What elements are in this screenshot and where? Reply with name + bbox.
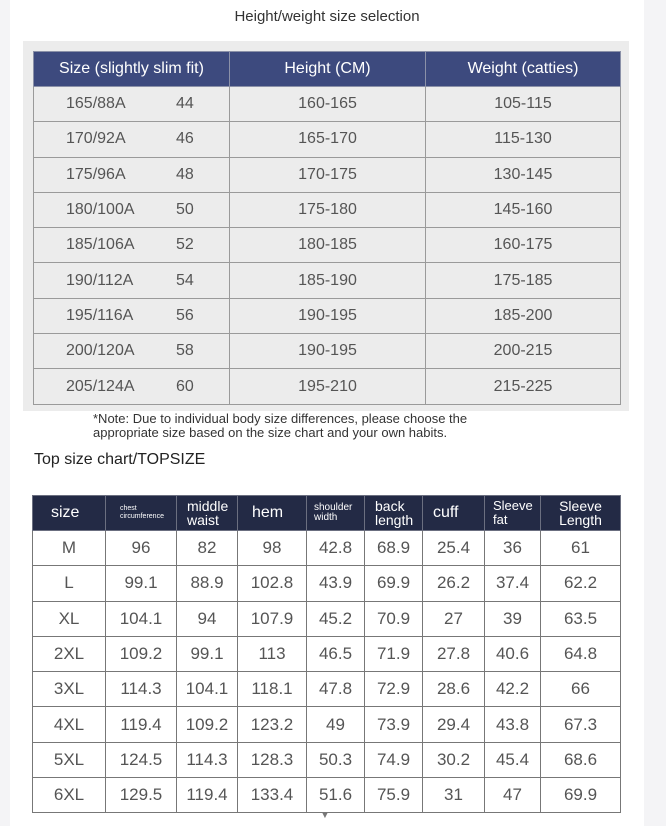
size-number: 48 bbox=[176, 165, 194, 183]
col-chest: chest circumference bbox=[106, 496, 177, 531]
header-height: Height (CM) bbox=[230, 52, 426, 87]
size-cell bbox=[34, 157, 230, 192]
size-number: 60 bbox=[176, 377, 194, 395]
measurement-cell: 82 bbox=[177, 531, 238, 566]
header-size: Size (slightly slim fit) bbox=[34, 52, 230, 87]
height-cell: 180-185 bbox=[230, 228, 426, 263]
measurement-cell: 63.5 bbox=[541, 601, 621, 636]
col-cuff: cuff bbox=[423, 496, 485, 531]
measurement-cell: 118.1 bbox=[238, 672, 307, 707]
header-weight: Weight (catties) bbox=[426, 52, 621, 87]
measurement-cell: 70.9 bbox=[365, 601, 423, 636]
col-size: size bbox=[33, 496, 106, 531]
measurement-cell: 31 bbox=[423, 778, 485, 813]
size-table-header-row bbox=[34, 52, 621, 87]
measurement-cell: 88.9 bbox=[177, 566, 238, 601]
size-cell bbox=[34, 228, 230, 263]
measurement-cell: 98 bbox=[238, 531, 307, 566]
size-table-row bbox=[34, 334, 621, 369]
size-table-row bbox=[34, 369, 621, 404]
height-cell: 195-210 bbox=[230, 369, 426, 404]
top-size-label: 6XL bbox=[33, 778, 106, 813]
size-code: 185/106A bbox=[66, 236, 135, 254]
measurement-cell: 42.8 bbox=[307, 531, 365, 566]
size-table-row bbox=[34, 263, 621, 298]
size-number: 56 bbox=[176, 306, 194, 324]
measurement-cell: 102.8 bbox=[238, 566, 307, 601]
measurement-cell: 27 bbox=[423, 601, 485, 636]
top-table-row bbox=[33, 707, 621, 742]
measurement-cell: 49 bbox=[307, 707, 365, 742]
measurement-cell: 114.3 bbox=[177, 742, 238, 777]
size-number: 50 bbox=[176, 201, 194, 219]
col-hem: hem bbox=[238, 496, 307, 531]
weight-cell: 130-145 bbox=[426, 157, 621, 192]
measurement-cell: 69.9 bbox=[541, 778, 621, 813]
size-table-row bbox=[34, 87, 621, 122]
size-code: 170/92A bbox=[66, 130, 126, 148]
top-size-label: 5XL bbox=[33, 742, 106, 777]
col-middle-waist: middle waist bbox=[177, 496, 238, 531]
top-size-label: XL bbox=[33, 601, 106, 636]
size-number: 46 bbox=[176, 130, 194, 148]
top-table-row bbox=[33, 636, 621, 671]
size-selection-title: Height/weight size selection bbox=[234, 8, 420, 25]
measurement-cell: 50.3 bbox=[307, 742, 365, 777]
measurement-cell: 104.1 bbox=[177, 672, 238, 707]
measurement-cell: 99.1 bbox=[177, 636, 238, 671]
top-table-row bbox=[33, 566, 621, 601]
measurement-cell: 107.9 bbox=[238, 601, 307, 636]
top-size-label: L bbox=[33, 566, 106, 601]
height-cell: 185-190 bbox=[230, 263, 426, 298]
measurement-cell: 30.2 bbox=[423, 742, 485, 777]
measurement-cell: 47 bbox=[485, 778, 541, 813]
measurement-cell: 29.4 bbox=[423, 707, 485, 742]
height-cell: 165-170 bbox=[230, 122, 426, 157]
measurement-cell: 43.9 bbox=[307, 566, 365, 601]
col-shoulder-width: shoulder width bbox=[307, 496, 365, 531]
height-cell: 175-180 bbox=[230, 192, 426, 227]
size-code: 200/120A bbox=[66, 342, 135, 360]
measurement-cell: 46.5 bbox=[307, 636, 365, 671]
measurement-cell: 75.9 bbox=[365, 778, 423, 813]
size-selection-table bbox=[33, 51, 621, 405]
measurement-cell: 109.2 bbox=[177, 707, 238, 742]
size-cell bbox=[34, 87, 230, 122]
measurement-cell: 94 bbox=[177, 601, 238, 636]
size-cell bbox=[34, 334, 230, 369]
size-number: 54 bbox=[176, 271, 194, 289]
weight-cell: 105-115 bbox=[426, 87, 621, 122]
size-table-row bbox=[34, 122, 621, 157]
height-cell: 160-165 bbox=[230, 87, 426, 122]
measurement-cell: 64.8 bbox=[541, 636, 621, 671]
measurement-cell: 72.9 bbox=[365, 672, 423, 707]
size-number: 44 bbox=[176, 95, 194, 113]
measurement-cell: 71.9 bbox=[365, 636, 423, 671]
size-cell bbox=[34, 369, 230, 404]
top-size-label: 2XL bbox=[33, 636, 106, 671]
col-sleeve-fat: Sleeve fat bbox=[485, 496, 541, 531]
weight-cell: 175-185 bbox=[426, 263, 621, 298]
measurement-cell: 43.8 bbox=[485, 707, 541, 742]
size-table-row bbox=[34, 157, 621, 192]
measurement-cell: 25.4 bbox=[423, 531, 485, 566]
measurement-cell: 133.4 bbox=[238, 778, 307, 813]
size-code: 205/124A bbox=[66, 377, 135, 395]
height-cell: 190-195 bbox=[230, 298, 426, 333]
measurement-cell: 66 bbox=[541, 672, 621, 707]
top-table-row bbox=[33, 601, 621, 636]
size-number: 52 bbox=[176, 236, 194, 254]
measurement-cell: 129.5 bbox=[106, 778, 177, 813]
measurement-cell: 27.8 bbox=[423, 636, 485, 671]
size-code: 190/112A bbox=[66, 271, 134, 289]
measurement-cell: 51.6 bbox=[307, 778, 365, 813]
weight-cell: 115-130 bbox=[426, 122, 621, 157]
measurement-cell: 119.4 bbox=[106, 707, 177, 742]
weight-cell: 185-200 bbox=[426, 298, 621, 333]
top-table-row bbox=[33, 672, 621, 707]
chevron-down-icon[interactable]: ▼ bbox=[320, 810, 330, 821]
weight-cell: 215-225 bbox=[426, 369, 621, 404]
measurement-cell: 37.4 bbox=[485, 566, 541, 601]
measurement-cell: 113 bbox=[238, 636, 307, 671]
measurement-cell: 67.3 bbox=[541, 707, 621, 742]
measurement-cell: 124.5 bbox=[106, 742, 177, 777]
measurement-cell: 28.6 bbox=[423, 672, 485, 707]
measurement-cell: 68.9 bbox=[365, 531, 423, 566]
measurement-cell: 39 bbox=[485, 601, 541, 636]
measurement-cell: 119.4 bbox=[177, 778, 238, 813]
size-table-row bbox=[34, 298, 621, 333]
measurement-cell: 123.2 bbox=[238, 707, 307, 742]
measurement-cell: 74.9 bbox=[365, 742, 423, 777]
size-cell bbox=[34, 122, 230, 157]
top-size-label: 4XL bbox=[33, 707, 106, 742]
measurement-cell: 68.6 bbox=[541, 742, 621, 777]
size-cell bbox=[34, 192, 230, 227]
size-code: 180/100A bbox=[66, 201, 135, 219]
size-selection-panel bbox=[23, 41, 629, 411]
top-size-chart-title: Top size chart/TOPSIZE bbox=[34, 451, 206, 468]
top-size-label: M bbox=[33, 531, 106, 566]
size-code: 165/88A bbox=[66, 95, 126, 113]
measurement-cell: 45.2 bbox=[307, 601, 365, 636]
height-cell: 190-195 bbox=[230, 334, 426, 369]
weight-cell: 200-215 bbox=[426, 334, 621, 369]
size-cell bbox=[34, 263, 230, 298]
measurement-cell: 99.1 bbox=[106, 566, 177, 601]
measurement-cell: 104.1 bbox=[106, 601, 177, 636]
measurement-cell: 62.2 bbox=[541, 566, 621, 601]
size-table-row bbox=[34, 192, 621, 227]
size-note bbox=[93, 412, 553, 440]
measurement-cell: 69.9 bbox=[365, 566, 423, 601]
col-sleeve-length: Sleeve Length bbox=[541, 496, 621, 531]
measurement-cell: 61 bbox=[541, 531, 621, 566]
measurement-cell: 26.2 bbox=[423, 566, 485, 601]
weight-cell: 160-175 bbox=[426, 228, 621, 263]
measurement-cell: 40.6 bbox=[485, 636, 541, 671]
col-back-length: back length bbox=[365, 496, 423, 531]
measurement-cell: 45.4 bbox=[485, 742, 541, 777]
top-size-table bbox=[32, 495, 621, 813]
size-cell bbox=[34, 298, 230, 333]
top-table-header-row bbox=[33, 496, 621, 531]
size-table-row bbox=[34, 228, 621, 263]
size-number: 58 bbox=[176, 342, 194, 360]
measurement-cell: 36 bbox=[485, 531, 541, 566]
size-code: 175/96A bbox=[66, 165, 126, 183]
measurement-cell: 96 bbox=[106, 531, 177, 566]
page bbox=[10, 0, 644, 826]
measurement-cell: 109.2 bbox=[106, 636, 177, 671]
weight-cell: 145-160 bbox=[426, 192, 621, 227]
measurement-cell: 128.3 bbox=[238, 742, 307, 777]
top-table-row bbox=[33, 531, 621, 566]
note-line-2: appropriate size based on the size chart and your own habits. bbox=[93, 425, 448, 440]
height-cell: 170-175 bbox=[230, 157, 426, 192]
top-table-row bbox=[33, 742, 621, 777]
top-size-label: 3XL bbox=[33, 672, 106, 707]
measurement-cell: 73.9 bbox=[365, 707, 423, 742]
measurement-cell: 47.8 bbox=[307, 672, 365, 707]
measurement-cell: 42.2 bbox=[485, 672, 541, 707]
measurement-cell: 114.3 bbox=[106, 672, 177, 707]
note-line-1: *Note: Due to individual body size differences, please choose the bbox=[93, 411, 468, 426]
size-code: 195/116A bbox=[66, 306, 134, 324]
